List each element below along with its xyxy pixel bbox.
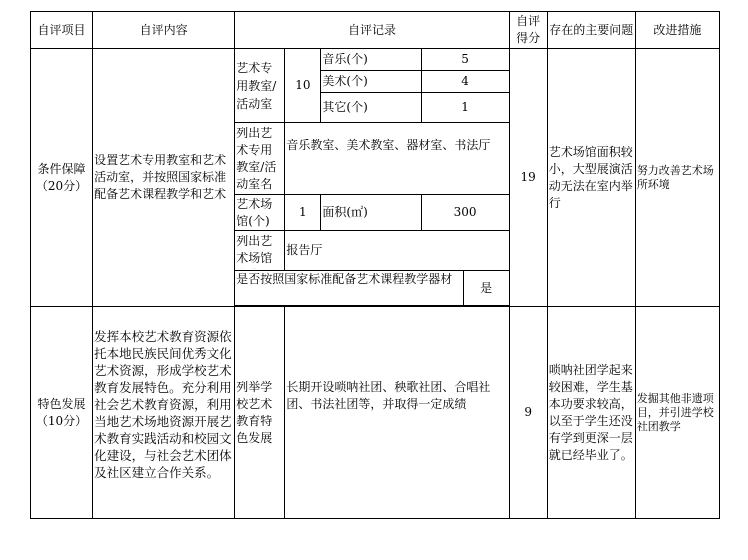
- art-label: 美术(个): [321, 71, 421, 93]
- venue-label-text: 艺术场馆(个): [236, 196, 273, 228]
- equip-label-text: 是否按照国家标准配备艺术课程教学器材: [236, 272, 453, 286]
- equip-value: 是: [463, 271, 509, 306]
- issue-conditions: 艺术场馆面积较小，大型展演活动无法在室内举行: [547, 49, 635, 307]
- issue-feature: 唢呐社团学起来较困难，学生基本功要求较高，以至于学生还没有学到更深一层就已经毕业了。: [547, 307, 635, 519]
- room-names-value: 音乐教室、美术教室、器材室、书法厅: [285, 123, 509, 195]
- venue-count: 1: [285, 195, 321, 231]
- score-conditions: 19: [509, 49, 547, 307]
- measure-conditions: 努力改善艺术场所环境: [635, 49, 719, 307]
- header-item: 自评项目: [31, 12, 93, 49]
- header-content: 自评内容: [93, 12, 235, 49]
- content-feature: [93, 307, 235, 519]
- art-value: 4: [421, 71, 509, 93]
- item-conditions: 条件保障 （20分）: [31, 49, 93, 307]
- venue-names-label: [235, 231, 285, 271]
- item-feature: 特色发展 （10分）: [31, 307, 93, 519]
- area-label: 面积(㎡): [321, 195, 421, 231]
- score-feature: 9: [509, 307, 547, 519]
- header-record: 自评记录: [235, 12, 509, 49]
- content-conditions: [93, 49, 235, 307]
- header-score: 自评得分: [509, 12, 547, 49]
- rooms-count: 10: [285, 49, 321, 123]
- achievement-label: [235, 307, 285, 519]
- venue-names-label-text: 列出艺术场馆: [236, 233, 273, 265]
- header-measures: 改进措施: [635, 12, 719, 49]
- area-value: 300: [421, 195, 509, 231]
- rooms-label: [235, 49, 285, 123]
- other-value: 1: [421, 93, 509, 123]
- rooms-label-text: 艺术专用教室/活动室: [236, 60, 277, 111]
- self-evaluation-table: [30, 11, 720, 519]
- header-issues: 存在的主要问题: [547, 12, 635, 49]
- room-names-label-text: 列出艺术专用教室/活动室名: [236, 125, 277, 191]
- header-row: [31, 12, 720, 49]
- venue-label: [235, 195, 285, 231]
- measure-feature: 发掘其他非遗项目，并引进学校社团教学: [635, 307, 719, 519]
- achievement-label-text: 列举学校艺术教育特色发展: [236, 379, 273, 445]
- other-label: 其它(个): [321, 93, 421, 123]
- music-label: 音乐(个): [321, 49, 421, 71]
- equip-label: [235, 271, 463, 306]
- room-names-label: [235, 123, 285, 195]
- content-feature-text: 发挥本校艺术教育资源依托本地民族民间优秀文化艺术资源，形成学校艺术教育发展特色。充分利用社会艺术教育资源，利用当地艺术场地资源开展艺术教育实践活动和校园文化建设，与社会艺术团体及社区建立合作关系。: [94, 328, 232, 480]
- venue-names-value: 报告厅: [285, 231, 509, 271]
- achievement-value: 长期开设唢呐社团、秧歌社团、合唱社团、书法社团等，并取得一定成绩: [285, 307, 509, 519]
- content-conditions-text: 设置艺术专用教室和艺术活动室，并按照国家标准配备艺术课程教学和艺术: [94, 153, 227, 201]
- music-value: 5: [421, 49, 509, 71]
